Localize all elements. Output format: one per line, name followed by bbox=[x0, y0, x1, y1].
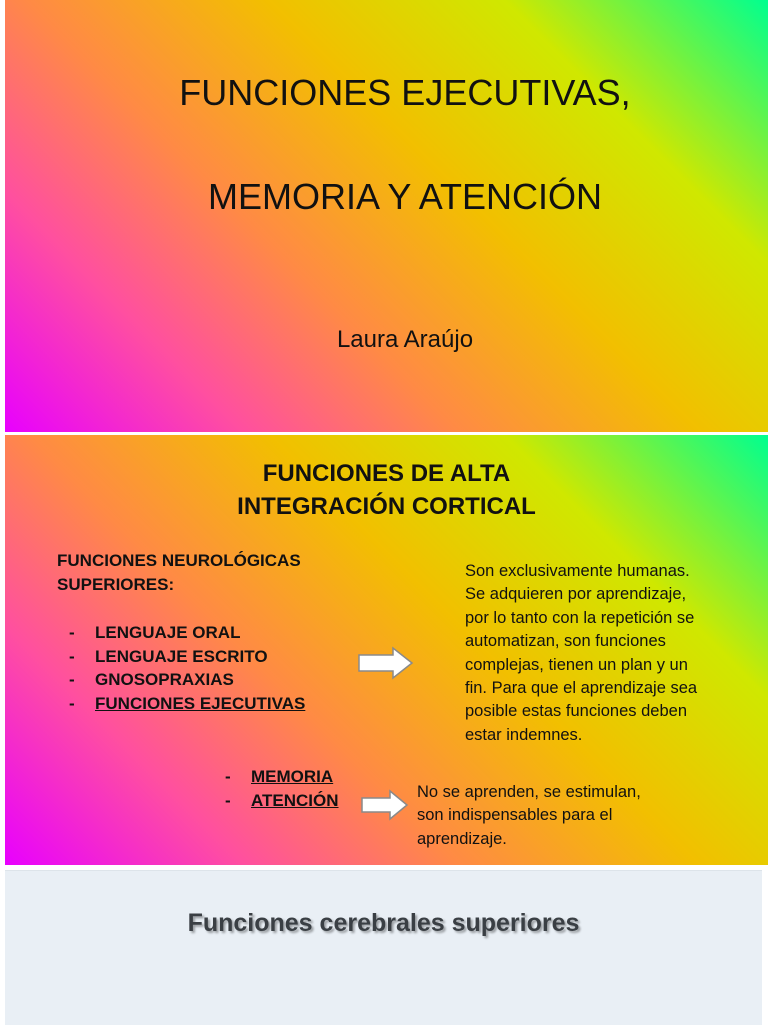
list-item bbox=[69, 621, 369, 645]
list-dash: - bbox=[69, 670, 75, 689]
list-item-label: LENGUAJE ESCRITO bbox=[95, 646, 268, 666]
slide-higher-brain-functions bbox=[5, 870, 762, 1025]
list-item-label-underlined: FUNCIONES EJECUTIVAS bbox=[95, 693, 306, 713]
title-line-1: FUNCIONES EJECUTIVAS, bbox=[179, 72, 631, 113]
paragraph-line: posible estas funciones deben bbox=[465, 702, 687, 721]
function-list bbox=[69, 621, 369, 715]
list-dash: - bbox=[69, 693, 75, 713]
paragraph-line: complejas, tienen un plan y un bbox=[465, 655, 688, 674]
subheading-line-1: FUNCIONES NEUROLÓGICAS bbox=[57, 551, 301, 570]
paragraph-line: No se aprenden, se estimulan, bbox=[417, 783, 641, 801]
slide-title bbox=[5, 0, 768, 432]
description-paragraph-2 bbox=[417, 781, 707, 851]
paragraph-line: automatizan, son funciones bbox=[465, 632, 666, 651]
list-item bbox=[69, 668, 369, 692]
list-dash: - bbox=[69, 646, 75, 666]
list-dash: - bbox=[69, 623, 75, 642]
title-line-2: MEMORIA Y ATENCIÓN bbox=[207, 176, 603, 217]
list-item-label-underlined: ATENCIÓN bbox=[251, 790, 339, 810]
list-dash: - bbox=[225, 790, 231, 810]
paragraph-line: aprendizaje. bbox=[417, 829, 507, 848]
paragraph-line: por lo tanto con la repetición se bbox=[465, 608, 695, 627]
slide-heading-line-1: FUNCIONES DE ALTA bbox=[262, 460, 511, 487]
paragraph-line: son indispensables para el bbox=[417, 806, 613, 825]
paragraph-line: Son exclusivamente humanas. bbox=[465, 562, 690, 580]
list-item-label: GNOSOPRAXIAS bbox=[95, 670, 234, 689]
right-arrow-icon bbox=[360, 789, 410, 821]
paragraph-line: estar indemnes. bbox=[465, 725, 583, 744]
description-paragraph-1 bbox=[465, 560, 765, 747]
list-item-label: LENGUAJE ORAL bbox=[95, 623, 241, 642]
slide-cortical-integration bbox=[5, 435, 768, 865]
list-item bbox=[69, 692, 369, 716]
slide-title-text: Funciones cerebrales superiores bbox=[187, 909, 580, 937]
paragraph-line: fin. Para que el aprendizaje sea bbox=[465, 679, 698, 698]
list-item bbox=[225, 765, 425, 789]
list-item bbox=[69, 645, 369, 669]
list-item-label-underlined: MEMORIA bbox=[251, 767, 334, 786]
author-name: Laura Araújo bbox=[336, 326, 474, 353]
right-arrow-icon bbox=[357, 646, 415, 680]
slide-heading-line-2: INTEGRACIÓN CORTICAL bbox=[237, 493, 536, 520]
list-dash: - bbox=[225, 767, 231, 786]
subheading-line-2: SUPERIORES: bbox=[57, 575, 175, 594]
paragraph-line: Se adquieren por aprendizaje, bbox=[465, 585, 687, 604]
